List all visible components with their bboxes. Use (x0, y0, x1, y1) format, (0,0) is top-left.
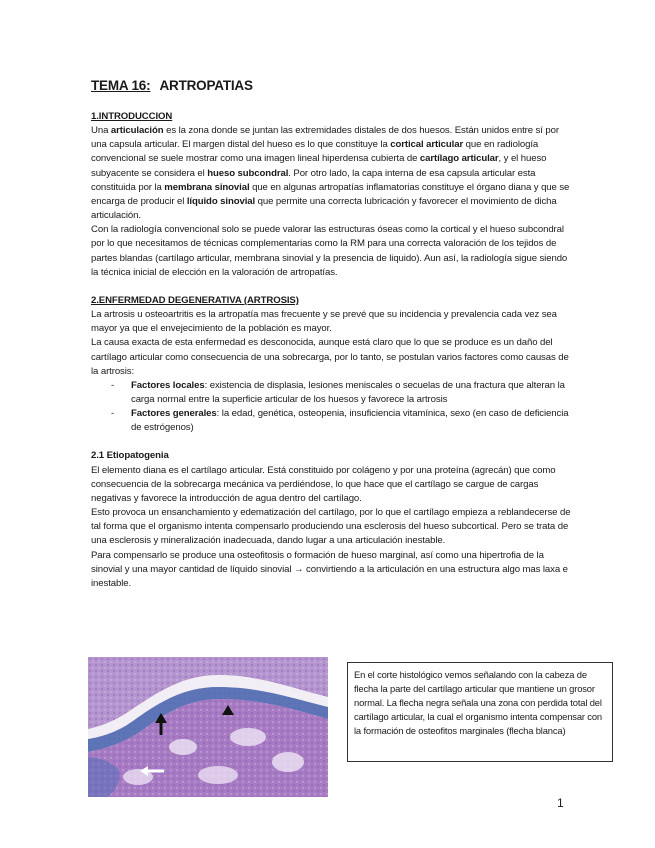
document-body (91, 110, 571, 591)
bold-term: cartílago articular (419, 153, 499, 165)
section-heading-introduccion: 1.INTRODUCCION (91, 111, 173, 122)
bold-term: articulación (110, 125, 164, 137)
page-number: 1 (557, 796, 564, 810)
section-heading-etiopatogenia: 2.1 Etiopatogenia (91, 450, 169, 462)
artrosis-paragraph-2: La causa exacta de esta enfermedad es desconocida, aunque está claro que lo que se produce es un daño del cartílago articular como consecuencia de una sobrecarga, por lo tanto, se postulan varios factores como causas de la artrosis: (91, 337, 569, 377)
etiopatogenia-paragraph-3: Para compensarlo se produce una osteofitosis o formación de hueso marginal, así como una hipertrofia de la sinovial y una mayor cantidad de líquido sinovial → convirtiendo a la articulación en una estructura algo mas laxa e inestable. (91, 549, 568, 589)
text-run: Una (91, 125, 111, 137)
histology-section-illustration (88, 657, 328, 797)
histology-image (88, 657, 328, 797)
bold-term: cortical articular (390, 139, 464, 151)
page-title (91, 78, 253, 93)
bullet-item (91, 407, 571, 435)
bullet-text: : la edad, genética, osteopenia, insuficiencia vitamínica, sexo (en caso de deficiencia de estrógenos) (131, 408, 569, 434)
title-text: ARTROPATIAS (159, 78, 253, 93)
bullet-label: Factores generales (131, 408, 217, 420)
bold-term: hueso subcondral (207, 167, 289, 179)
title-number: TEMA 16: (91, 78, 151, 93)
text-run: . Por otro lado, la capa interna de esa capsula articular esta constituida por la (91, 167, 536, 193)
bullet-item (91, 379, 571, 407)
bullet-dash: - (111, 379, 115, 391)
bold-term: líquido sinovial (186, 195, 256, 207)
text-run: que permite una correcta lubricación y favorecer el movimiento de dicha articulación. (91, 195, 557, 222)
intro-paragraph-1 (91, 124, 571, 223)
text-run: , y el hueso subyacente se considera el (91, 153, 547, 179)
bold-term: membrana sinovial (164, 181, 250, 193)
bullet-label: Factores locales (131, 379, 205, 391)
text-run: es la zona donde se juntan las extremidades distales de dos huesos. Están unidos entre sí por una capsula articular. El margen distal del hueso es lo que constituye la (91, 125, 559, 151)
bullet-text: : existencia de displasia, lesiones meniscales o secuelas de una fractura que alteran la carga normal entre la superficie articular de los huesos y favorece la artrosis (131, 379, 565, 405)
section-heading-artrosis: 2.ENFERMEDAD DEGENERATIVA (ARTROSIS) (91, 294, 299, 306)
intro-paragraph-2: Con la radiología convencional solo se puede valorar las estructuras óseas como la cortical y el hueso subcondral por lo que necesitamos de técnicas complementarias como la RM para una correcta valoración de los tejidos de partes blandas (cartílago articular, membrana sinovial y la presencia de liquido). Aun así, la radiología sigue siendo la técnica inicial de elección en la valoración de artropatías. (91, 224, 568, 278)
etiopatogenia-paragraph-1: El elemento diana es el cartílago articular. Está constituido por colágeno y por una proteína (agrecán) que como consecuencia de la sobrecarga mecánica va perdiéndose, lo que hace que el cartílago se cargue de cargas negativas y favorece la introducción de agua dentro del cartílago. (91, 464, 556, 504)
text-run: que en radiología convencional se suele mostrar como una imagen lineal hiperdensa cubierta de (91, 139, 539, 165)
artrosis-paragraph-1: La artrosis u osteoartritis es la artropatía mas frecuente y se prevé que su incidencia y prevalencia cada vez sea mayor ya que el envejecimiento de la población es mayor. (91, 309, 557, 335)
bullet-dash: - (111, 408, 115, 420)
etiopatogenia-paragraph-2: Esto provoca un ensanchamiento y edematización del cartílago, por lo que el cartílago empieza a reblandecerse de tal forma que el organismo intenta compensarlo produciendo una esclerosis del hueso subcortical. Pero se trata de una esclerosis y mineralización inadecuada, dando lugar a una articulación inestable. (91, 507, 571, 547)
figure-caption-box: En el corte histológico vemos señalando con la cabeza de flecha la parte del cartílago articular que mantiene un grosor normal. La flecha negra señala una zona con perdida total del cartílago articular, la cual el organismo intenta compensar con la formación de osteofitos marginales (flecha blanca) (347, 662, 613, 762)
text-run: que en algunas artropatías inflamatorias constituye el órgano diana y que se encarga de producir el (91, 181, 570, 207)
